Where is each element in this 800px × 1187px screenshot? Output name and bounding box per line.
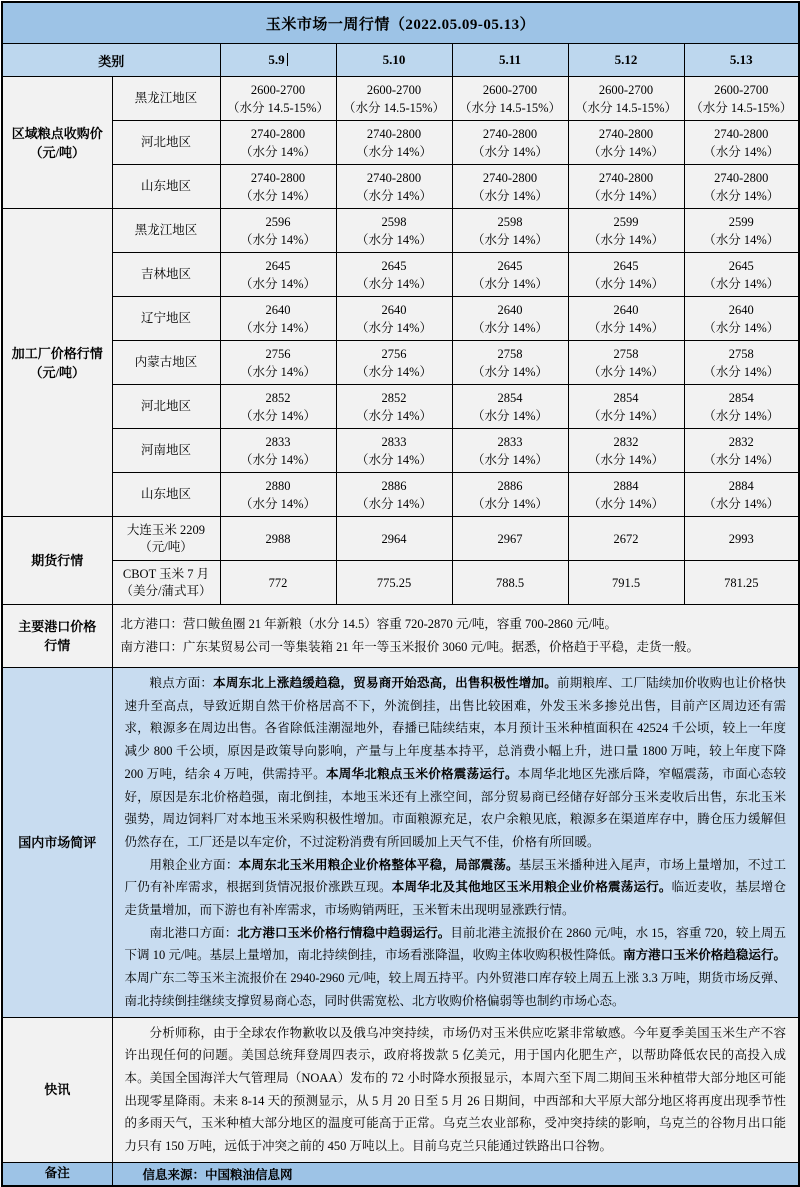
moisture-note: （水分 14%）	[239, 496, 317, 511]
paragraph	[125, 854, 787, 922]
row-label-cell[interactable]	[112, 209, 220, 253]
price-value: 2645	[497, 258, 523, 273]
price-cell[interactable]	[684, 341, 799, 385]
price-value: 2740-2800	[482, 170, 538, 185]
price-value: 2740-2800	[366, 126, 422, 141]
moisture-note: （水分 14%）	[471, 276, 549, 291]
moisture-note: （水分 14%）	[355, 144, 433, 159]
price-cell[interactable]	[336, 561, 452, 605]
moisture-note: （水分 14%）	[587, 188, 665, 203]
port-section-label[interactable]	[2, 605, 112, 668]
row-label-cell[interactable]	[112, 341, 220, 385]
moisture-note: （水分 14%）	[239, 144, 317, 159]
price-value: 2740-2800	[714, 170, 769, 185]
text-segment: 北方港口玉米价格行情稳中趋弱运行。	[237, 925, 451, 940]
text-segment: 用粮企业方面：	[149, 857, 239, 872]
price-value: 2758	[497, 346, 523, 361]
price-cell[interactable]	[220, 561, 336, 605]
moisture-note: （水分 14%）	[355, 496, 433, 511]
price-value: 2740-2800	[366, 170, 422, 185]
price-cell[interactable]	[684, 429, 799, 473]
moisture-note: （水分 14%）	[239, 320, 317, 335]
note-section-label[interactable]	[2, 1162, 112, 1186]
moisture-note: （水分 14%）	[471, 188, 549, 203]
row-label-cell[interactable]	[112, 517, 220, 561]
price-cell[interactable]	[220, 165, 336, 209]
price-cell[interactable]	[684, 385, 799, 429]
text-segment: 粮点方面：	[149, 676, 214, 690]
row-label-line: 河南地区	[140, 443, 191, 457]
price-cell[interactable]	[568, 341, 684, 385]
price-value: 2854	[497, 390, 523, 405]
price-value: 2964	[381, 531, 407, 546]
price-cell[interactable]	[568, 121, 684, 165]
price-cell[interactable]	[684, 561, 799, 605]
review-row	[2, 668, 799, 1018]
row-label-line: （美分/蒲式耳）	[120, 583, 212, 598]
moisture-note: （水分 14.5-15%）	[342, 100, 446, 115]
category-header-cell[interactable]	[2, 44, 220, 77]
news-row	[2, 1017, 799, 1162]
price-cell[interactable]	[452, 385, 568, 429]
price-value: 2599	[728, 214, 754, 229]
price-cell[interactable]	[336, 341, 452, 385]
moisture-note: （水分 14%）	[471, 452, 549, 467]
price-value: 2640	[613, 302, 639, 317]
price-cell[interactable]	[220, 77, 336, 121]
moisture-note: （水分 14%）	[703, 188, 780, 203]
price-value: 2645	[728, 258, 754, 273]
row-label-cell[interactable]	[112, 297, 220, 341]
table-row	[2, 253, 799, 297]
price-cell[interactable]	[568, 77, 684, 121]
row-label-line: 河北地区	[140, 135, 191, 149]
moisture-note: （水分 14%）	[239, 276, 317, 291]
price-cell[interactable]	[336, 209, 452, 253]
row-label-line: 内蒙古地区	[134, 355, 198, 369]
price-value: 2756	[265, 346, 291, 361]
price-value: 2640	[265, 302, 291, 317]
moisture-note: （水分 14%）	[471, 320, 549, 335]
price-value: 2640	[497, 302, 523, 317]
section-label-line: 期货行情	[31, 553, 84, 568]
price-cell[interactable]	[452, 297, 568, 341]
price-value: 2967	[497, 531, 523, 546]
moisture-note: （水分 14%）	[239, 188, 317, 203]
moisture-note: （水分 14%）	[471, 408, 549, 423]
moisture-note: （水分 14%）	[587, 364, 665, 379]
price-cell[interactable]	[684, 473, 799, 517]
row-label-line: 河北地区	[140, 399, 191, 413]
note-row	[2, 1162, 799, 1186]
price-cell[interactable]	[568, 385, 684, 429]
price-value: 2993	[728, 531, 754, 546]
moisture-note: （水分 14%）	[587, 496, 665, 511]
date-label: 5.12	[614, 52, 638, 67]
moisture-note: （水分 14%）	[703, 496, 780, 511]
header-date-cell[interactable]	[684, 44, 799, 77]
header-row	[2, 44, 799, 77]
price-cell[interactable]	[452, 253, 568, 297]
table-row	[2, 77, 799, 121]
price-value: 2833	[265, 434, 291, 449]
text-segment: 前期粮库、工厂陆续加价收购也让价格快速升至高点，导致近期自然干价格居高不下，外流倒挂，出售比较困难，外发玉米多掺兑出售，目前产区周边还有需求，粮源多在周边出售。各省除低洼潮湿地外，春播已陆续结束，本月预计玉米种植面积在 42524 千公顷，较上一年度减少 800 千公顷，原因是政策导向影响，产量与上年度基本持平，总消费小幅上升，进口量 1800 万吨，较上年度下降 200 万吨，结余 4 万吨，供需持平。	[124, 676, 786, 781]
price-value: 2740-2800	[714, 126, 769, 141]
table-row	[2, 429, 799, 473]
moisture-note: （水分 14%）	[587, 276, 665, 291]
table-row	[2, 341, 799, 385]
section-label-line: （元/吨）	[29, 364, 86, 380]
price-value: 2756	[381, 346, 407, 361]
moisture-note: （水分 14%）	[471, 364, 549, 379]
section-label-cell[interactable]	[2, 209, 112, 517]
text-segment: 本周华北地区先涨后降，窄幅震荡，市面心态较好，原因是东北价格趋强，南北倒挂，本地玉米还有上涨空间，部分贸易商已经储存好部分玉米麦收后出售，东北玉米强势，周边饲料厂对本地玉米采购积极性增加。市面粮源充足，农户余粮见底，粮源多在渠道库存中，腾仓压力缓解但仍然存在，工厂还是以车定价，不过淀粉消费有所回暖加上天气不佳，价格有所回暖。	[124, 766, 786, 849]
price-value: 2599	[613, 214, 639, 229]
price-value: 2884	[728, 478, 754, 493]
price-cell[interactable]	[220, 253, 336, 297]
row-label-cell[interactable]	[112, 253, 220, 297]
title-row	[2, 2, 799, 44]
price-value: 2988	[265, 531, 291, 546]
text-segment: 本周东北玉米用粮企业价格整体平稳，局部震荡。	[238, 857, 519, 872]
table-bottom	[2, 605, 799, 1186]
price-value: 791.5	[611, 575, 641, 590]
header-date-cell[interactable]	[568, 44, 684, 77]
date-label: 5.9	[268, 52, 285, 67]
table-row	[2, 297, 799, 341]
price-cell[interactable]	[336, 165, 452, 209]
price-value: 2672	[613, 531, 639, 546]
row-label-line: CBOT 玉米 7 月	[122, 566, 210, 581]
price-value: 2598	[497, 214, 523, 229]
price-cell[interactable]	[568, 517, 684, 561]
price-cell[interactable]	[220, 341, 336, 385]
price-cell[interactable]	[568, 473, 684, 517]
row-label-line: 山东地区	[140, 487, 191, 501]
row-label-line: 辽宁地区	[140, 311, 191, 325]
table-row	[2, 165, 799, 209]
price-value: 2854	[613, 390, 639, 405]
price-value: 772	[268, 575, 288, 590]
price-value: 2645	[381, 258, 407, 273]
south-port-line: 南方港口：广东某贸易公司一等集装箱 21 年一等玉米报价 3060 元/吨。据悉，价格趋于平稳，走货一般。	[120, 640, 699, 654]
price-value: 2884	[613, 478, 639, 493]
price-value: 2880	[265, 478, 291, 493]
price-cell[interactable]	[452, 517, 568, 561]
price-value: 2854	[728, 390, 754, 405]
table-row	[2, 209, 799, 253]
row-label-line: 吉林地区	[140, 267, 191, 281]
price-value: 2645	[613, 258, 639, 273]
price-cell[interactable]	[684, 77, 799, 121]
date-label: 5.10	[382, 52, 406, 67]
price-cell[interactable]	[336, 253, 452, 297]
price-cell[interactable]	[220, 385, 336, 429]
north-port-line: 北方港口：营口鲅鱼圈 21 年新粮（水分 14.5）容重 720-2870 元/吨，容重 700-2860 元/吨。	[120, 617, 618, 631]
row-label-cell[interactable]	[112, 473, 220, 517]
price-cell[interactable]	[336, 385, 452, 429]
moisture-note: （水分 14%）	[355, 320, 433, 335]
news-section-label[interactable]	[2, 1017, 112, 1162]
price-value: 775.25	[376, 575, 412, 590]
price-cell[interactable]	[452, 341, 568, 385]
price-cell[interactable]	[568, 429, 684, 473]
moisture-note: （水分 14.5-15%）	[690, 100, 793, 115]
moisture-note: （水分 14%）	[587, 408, 665, 423]
moisture-note: （水分 14%）	[703, 320, 780, 335]
date-label: 5.13	[729, 52, 753, 67]
price-value: 2640	[381, 302, 407, 317]
price-value: 2758	[613, 346, 639, 361]
price-cell[interactable]	[452, 429, 568, 473]
text-segment: 基层玉米播种进入尾声，市场上量增加，不过工厂仍有补库需求，根据到货情况报价涨跌互现。	[124, 857, 786, 895]
header-date-cell[interactable]	[452, 44, 568, 77]
price-cell[interactable]	[336, 77, 452, 121]
price-cell[interactable]	[568, 297, 684, 341]
news-label-text: 快讯	[44, 1082, 71, 1098]
row-label-line: （元/吨）	[139, 539, 193, 554]
price-cell[interactable]	[684, 165, 799, 209]
price-value: 2740-2800	[598, 170, 654, 185]
price-value: 781.25	[724, 575, 759, 590]
table-row	[2, 473, 799, 517]
row-label-cell[interactable]	[112, 385, 220, 429]
price-value: 2740-2800	[598, 126, 654, 141]
table-row	[2, 385, 799, 429]
price-cell[interactable]	[336, 297, 452, 341]
text-segment: 临近麦收，基层增仓走货量增加，而下游也有补库需求，市场购销两旺，玉米暂未出现明显涨跌行情。	[124, 880, 786, 918]
price-cell[interactable]	[684, 253, 799, 297]
price-cell[interactable]	[220, 429, 336, 473]
price-cell[interactable]	[452, 165, 568, 209]
port-label-line2: 行情	[44, 638, 71, 653]
moisture-note: （水分 14%）	[355, 232, 433, 247]
price-cell[interactable]	[220, 517, 336, 561]
price-value: 2740-2800	[482, 126, 538, 141]
note-content-cell[interactable]	[112, 1162, 799, 1186]
page-title[interactable]	[2, 2, 799, 44]
price-grid-body	[2, 77, 799, 605]
note-content-text: 信息来源：中国粮油信息网	[142, 1167, 293, 1182]
section-label-line: 区域粮点收购价	[11, 125, 103, 141]
price-value: 2600-2700	[598, 82, 654, 97]
row-label-line: 黑龙江地区	[134, 223, 198, 237]
row-label-line: 黑龙江地区	[134, 91, 198, 105]
review-content-cell[interactable]	[112, 668, 799, 1018]
review-section-label[interactable]	[2, 668, 112, 1018]
moisture-note: （水分 14%）	[703, 452, 780, 467]
price-value: 2600-2700	[714, 82, 769, 97]
price-cell[interactable]	[220, 121, 336, 165]
price-value: 2740-2800	[250, 126, 306, 141]
row-label-line: 山东地区	[140, 179, 191, 193]
price-cell[interactable]	[568, 253, 684, 297]
price-cell[interactable]	[568, 209, 684, 253]
price-value: 2758	[728, 346, 754, 361]
price-value: 2833	[497, 434, 523, 449]
section-label-line: 加工厂价格行情	[11, 345, 103, 361]
moisture-note: （水分 14.5-15%）	[226, 100, 330, 115]
price-cell[interactable]	[452, 561, 568, 605]
moisture-note: （水分 14%）	[587, 144, 665, 159]
price-value: 2600-2700	[482, 82, 538, 97]
paragraph	[125, 1022, 787, 1158]
moisture-note: （水分 14%）	[471, 496, 549, 511]
moisture-note: （水分 14%）	[587, 232, 665, 247]
moisture-note: （水分 14.5-15%）	[574, 100, 678, 115]
header-date-cell[interactable]	[336, 44, 452, 77]
price-cell[interactable]	[684, 517, 799, 561]
price-value: 2832	[613, 434, 639, 449]
table-top	[2, 2, 799, 77]
moisture-note: （水分 14%）	[239, 452, 317, 467]
moisture-note: （水分 14%）	[587, 452, 665, 467]
date-label: 5.11	[498, 52, 522, 67]
price-value: 2852	[381, 390, 407, 405]
moisture-note: （水分 14%）	[355, 408, 433, 423]
price-value: 2886	[381, 478, 407, 493]
row-label-cell[interactable]	[112, 165, 220, 209]
price-value: 2640	[728, 302, 754, 317]
price-value: 2596	[265, 214, 291, 229]
table-row	[2, 561, 799, 605]
moisture-note: （水分 14%）	[355, 276, 433, 291]
price-value: 2600-2700	[250, 82, 306, 97]
price-cell[interactable]	[220, 209, 336, 253]
moisture-note: （水分 14%）	[703, 364, 780, 379]
price-cell[interactable]	[452, 473, 568, 517]
text-segment: 本周广东二等玉米主流报价在 2940-2960 元/吨，较上周五持平。内外贸港口库存较上周五上涨 3.3 万吨，期货市场反弹、南北持续倒挂继续支撑贸易商心态，同时供需宽松、北方收购价格偏弱等也制约市场心态。	[124, 971, 786, 1008]
section-label-cell[interactable]	[2, 517, 112, 605]
port-label-line1: 主要港口价格	[18, 619, 97, 634]
port-row	[2, 605, 799, 668]
moisture-note: （水分 14%）	[355, 452, 433, 467]
price-cell[interactable]	[220, 297, 336, 341]
row-label-cell[interactable]	[112, 561, 220, 605]
price-cell[interactable]	[336, 121, 452, 165]
price-cell[interactable]	[452, 209, 568, 253]
moisture-note: （水分 14.5-15%）	[458, 100, 562, 115]
moisture-note: （水分 14%）	[239, 232, 317, 247]
text-cursor	[287, 53, 288, 66]
price-cell[interactable]	[336, 429, 452, 473]
section-label-line: （元/吨）	[29, 144, 86, 160]
moisture-note: （水分 14%）	[703, 232, 780, 247]
price-cell[interactable]	[336, 473, 452, 517]
price-value: 2740-2800	[250, 170, 306, 185]
price-value: 2645	[265, 258, 291, 273]
paragraph	[125, 922, 787, 1013]
moisture-note: （水分 14%）	[355, 188, 433, 203]
corn-market-table	[1, 1, 800, 1187]
price-value: 2886	[497, 478, 523, 493]
text-segment: 本周华北粮点玉米价格震荡运行。	[325, 766, 518, 781]
price-cell[interactable]	[220, 473, 336, 517]
moisture-note: （水分 14%）	[355, 364, 433, 379]
port-content-cell[interactable]	[112, 605, 799, 668]
page-title-text: 玉米市场一周行情（2022.05.09-05.13）	[265, 16, 536, 33]
price-value: 2833	[381, 434, 407, 449]
price-cell[interactable]	[684, 209, 799, 253]
moisture-note: （水分 14%）	[239, 364, 317, 379]
moisture-note: （水分 14%）	[471, 144, 549, 159]
price-cell[interactable]	[336, 517, 452, 561]
paragraph	[125, 672, 787, 854]
price-cell[interactable]	[452, 77, 568, 121]
category-header-label: 类别	[98, 53, 125, 69]
moisture-note: （水分 14%）	[471, 232, 549, 247]
row-label-cell[interactable]	[112, 77, 220, 121]
price-value: 2852	[265, 390, 291, 405]
moisture-note: （水分 14%）	[703, 276, 780, 291]
price-value: 2598	[381, 214, 407, 229]
row-label-cell[interactable]	[112, 429, 220, 473]
text-segment: 南北港口方面：	[149, 925, 238, 940]
moisture-note: （水分 14%）	[703, 144, 780, 159]
moisture-note: （水分 14%）	[703, 408, 780, 423]
price-cell[interactable]	[684, 297, 799, 341]
table-row	[2, 121, 799, 165]
text-segment: 目前北港主流报价在 2860 元/吨，水 15，容重 720，较上周五下调 10 元/吨。基层上量增加，南北持续倒挂，市场看涨降温，收购主体收购积极性降低。	[124, 925, 786, 963]
review-label-text: 国内市场简评	[18, 834, 97, 850]
row-label-line: 大连玉米 2209	[126, 522, 206, 537]
price-value: 2832	[728, 434, 754, 449]
moisture-note: （水分 14%）	[587, 320, 665, 335]
text-segment: 本周东北上涨趋缓趋稳，贸易商开始恐高，出售积极性增加。	[213, 676, 557, 690]
news-content-cell[interactable]	[112, 1017, 799, 1162]
text-segment: 分析师称，由于全球农作物歉收以及俄乌冲突持续，市场仍对玉米供应吃紧非常敏感。今年夏季美国玉米生产不容许出现任何的问题。美国总统拜登周四表示，政府将拨款 5 亿美元，用于国内化肥生产，以帮助降低农民的高投入成本。美国全国海洋大气管理局（NOAA）发布的 72 小时降水预报显示，本周六至下周二期间玉米种植带大部分地区可能出现零星降雨。未来 8-14 天的预测显示，从 5 月 20 日至 5 月 26 日期间，中西部和大平原大部分地区将再度出现季节性的多雨天气，玉米种植大部分地区的温度可能高于正常。乌克兰农业部称，受冲突持续的影响，乌克兰的谷物月出口能力只有 150 万吨，远低于冲突之前的 450 万吨以上。目前乌克兰只能通过铁路出口谷物。	[124, 1025, 786, 1154]
note-label-text: 备注	[44, 1166, 70, 1181]
moisture-note: （水分 14%）	[239, 408, 317, 423]
text-segment: 南方港口玉米价格趋稳运行。	[623, 948, 786, 963]
row-label-cell[interactable]	[112, 121, 220, 165]
table-row	[2, 517, 799, 561]
header-date-cell[interactable]	[220, 44, 336, 77]
price-cell[interactable]	[684, 121, 799, 165]
section-label-cell[interactable]	[2, 77, 112, 209]
price-cell[interactable]	[452, 121, 568, 165]
text-segment: 本周华北及其他地区玉米用粮企业价格震荡运行。	[391, 880, 672, 895]
price-value: 2600-2700	[366, 82, 422, 97]
price-cell[interactable]	[568, 165, 684, 209]
price-value: 788.5	[495, 575, 525, 590]
price-cell[interactable]	[568, 561, 684, 605]
